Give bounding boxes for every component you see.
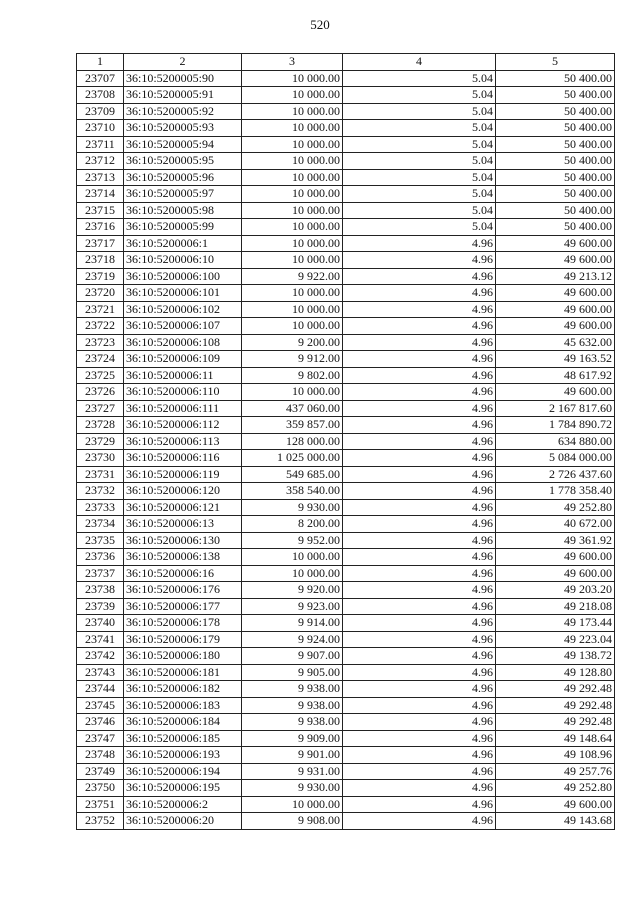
amount-value-cell: 50 400.00 [496, 202, 615, 219]
cadastral-number-cell: 36:10:5200006:121 [124, 499, 242, 516]
cadastral-number-cell: 36:10:5200006:176 [124, 582, 242, 599]
row-number-cell: 23732 [77, 483, 124, 500]
cadastral-number-cell: 36:10:5200006:100 [124, 268, 242, 285]
cadastral-number-cell: 36:10:5200006:181 [124, 664, 242, 681]
row-number-cell: 23733 [77, 499, 124, 516]
row-number-cell: 23749 [77, 763, 124, 780]
cadastral-number-cell: 36:10:5200006:179 [124, 631, 242, 648]
table-row [77, 730, 615, 747]
row-number-cell: 23726 [77, 384, 124, 401]
column-header-1: 1 [77, 54, 124, 71]
rate-value-cell: 4.96 [343, 285, 496, 302]
table-row [77, 70, 615, 87]
amount-value-cell: 49 292.48 [496, 714, 615, 731]
amount-value-cell: 49 213.12 [496, 268, 615, 285]
area-value-cell: 10 000.00 [242, 565, 343, 582]
table-row [77, 664, 615, 681]
amount-value-cell: 49 138.72 [496, 648, 615, 665]
table-row [77, 763, 615, 780]
cadastral-number-cell: 36:10:5200006:183 [124, 697, 242, 714]
table-row [77, 565, 615, 582]
amount-value-cell: 49 128.80 [496, 664, 615, 681]
area-value-cell: 9 909.00 [242, 730, 343, 747]
area-value-cell: 10 000.00 [242, 70, 343, 87]
table-row [77, 714, 615, 731]
table-row [77, 681, 615, 698]
cadastral-number-cell: 36:10:5200006:138 [124, 549, 242, 566]
table-row [77, 697, 615, 714]
cadastral-number-cell: 36:10:5200006:194 [124, 763, 242, 780]
table-row [77, 318, 615, 335]
rate-value-cell: 4.96 [343, 763, 496, 780]
amount-value-cell: 49 108.96 [496, 747, 615, 764]
column-header-5: 5 [496, 54, 615, 71]
table-row [77, 796, 615, 813]
cadastral-number-cell: 36:10:5200006:177 [124, 598, 242, 615]
column-header-2: 2 [124, 54, 242, 71]
cadastral-number-cell: 36:10:5200006:112 [124, 417, 242, 434]
cadastral-number-cell: 36:10:5200006:193 [124, 747, 242, 764]
amount-value-cell: 50 400.00 [496, 136, 615, 153]
amount-value-cell: 49 600.00 [496, 235, 615, 252]
rate-value-cell: 4.96 [343, 450, 496, 467]
table-row [77, 813, 615, 830]
cadastral-number-cell: 36:10:5200006:130 [124, 532, 242, 549]
amount-value-cell: 49 252.80 [496, 780, 615, 797]
area-value-cell: 9 920.00 [242, 582, 343, 599]
rate-value-cell: 5.04 [343, 202, 496, 219]
row-number-cell: 23714 [77, 186, 124, 203]
cadastral-number-cell: 36:10:5200006:2 [124, 796, 242, 813]
rate-value-cell: 4.96 [343, 351, 496, 368]
rate-value-cell: 4.96 [343, 747, 496, 764]
area-value-cell: 9 914.00 [242, 615, 343, 632]
table-row [77, 367, 615, 384]
area-value-cell: 9 938.00 [242, 697, 343, 714]
amount-value-cell: 49 600.00 [496, 285, 615, 302]
cadastral-number-cell: 36:10:5200005:96 [124, 169, 242, 186]
area-value-cell: 10 000.00 [242, 186, 343, 203]
table-row [77, 103, 615, 120]
amount-value-cell: 48 617.92 [496, 367, 615, 384]
table-row [77, 433, 615, 450]
amount-value-cell: 49 163.52 [496, 351, 615, 368]
amount-value-cell: 49 600.00 [496, 565, 615, 582]
row-number-cell: 23744 [77, 681, 124, 698]
amount-value-cell: 1 778 358.40 [496, 483, 615, 500]
rate-value-cell: 4.96 [343, 466, 496, 483]
area-value-cell: 9 802.00 [242, 367, 343, 384]
amount-value-cell: 49 257.76 [496, 763, 615, 780]
cadastral-number-cell: 36:10:5200005:90 [124, 70, 242, 87]
amount-value-cell: 49 143.68 [496, 813, 615, 830]
row-number-cell: 23752 [77, 813, 124, 830]
row-number-cell: 23746 [77, 714, 124, 731]
cadastral-number-cell: 36:10:5200006:16 [124, 565, 242, 582]
amount-value-cell: 49 173.44 [496, 615, 615, 632]
row-number-cell: 23729 [77, 433, 124, 450]
table-row [77, 87, 615, 104]
rate-value-cell: 4.96 [343, 697, 496, 714]
column-header-3: 3 [242, 54, 343, 71]
row-number-cell: 23716 [77, 219, 124, 236]
cadastral-number-cell: 36:10:5200006:185 [124, 730, 242, 747]
amount-value-cell: 49 600.00 [496, 384, 615, 401]
rate-value-cell: 5.04 [343, 136, 496, 153]
row-number-cell: 23720 [77, 285, 124, 302]
table-row [77, 450, 615, 467]
amount-value-cell: 634 880.00 [496, 433, 615, 450]
area-value-cell: 9 907.00 [242, 648, 343, 665]
row-number-cell: 23717 [77, 235, 124, 252]
area-value-cell: 128 000.00 [242, 433, 343, 450]
rate-value-cell: 4.96 [343, 664, 496, 681]
row-number-cell: 23738 [77, 582, 124, 599]
rate-value-cell: 4.96 [343, 549, 496, 566]
rate-value-cell: 4.96 [343, 400, 496, 417]
column-header-4: 4 [343, 54, 496, 71]
amount-value-cell: 40 672.00 [496, 516, 615, 533]
rate-value-cell: 4.96 [343, 780, 496, 797]
amount-value-cell: 50 400.00 [496, 219, 615, 236]
rate-value-cell: 4.96 [343, 433, 496, 450]
rate-value-cell: 5.04 [343, 186, 496, 203]
data-table [76, 53, 615, 830]
amount-value-cell: 2 167 817.60 [496, 400, 615, 417]
row-number-cell: 23750 [77, 780, 124, 797]
rate-value-cell: 4.96 [343, 384, 496, 401]
cadastral-number-cell: 36:10:5200006:102 [124, 301, 242, 318]
rate-value-cell: 5.04 [343, 120, 496, 137]
area-value-cell: 9 912.00 [242, 351, 343, 368]
header-row [77, 54, 615, 71]
rate-value-cell: 4.96 [343, 813, 496, 830]
area-value-cell: 10 000.00 [242, 120, 343, 137]
area-value-cell: 1 025 000.00 [242, 450, 343, 467]
cadastral-number-cell: 36:10:5200005:99 [124, 219, 242, 236]
table-row [77, 483, 615, 500]
amount-value-cell: 50 400.00 [496, 153, 615, 170]
table-row [77, 384, 615, 401]
table-header [77, 54, 615, 71]
rate-value-cell: 4.96 [343, 516, 496, 533]
amount-value-cell: 49 600.00 [496, 549, 615, 566]
cadastral-number-cell: 36:10:5200006:116 [124, 450, 242, 467]
row-number-cell: 23739 [77, 598, 124, 615]
amount-value-cell: 50 400.00 [496, 87, 615, 104]
table-row [77, 334, 615, 351]
row-number-cell: 23747 [77, 730, 124, 747]
table-row [77, 351, 615, 368]
row-number-cell: 23735 [77, 532, 124, 549]
rate-value-cell: 4.96 [343, 483, 496, 500]
amount-value-cell: 49 223.04 [496, 631, 615, 648]
cadastral-number-cell: 36:10:5200006:13 [124, 516, 242, 533]
row-number-cell: 23719 [77, 268, 124, 285]
row-number-cell: 23743 [77, 664, 124, 681]
cadastral-number-cell: 36:10:5200006:110 [124, 384, 242, 401]
row-number-cell: 23710 [77, 120, 124, 137]
table-row [77, 631, 615, 648]
rate-value-cell: 5.04 [343, 219, 496, 236]
rate-value-cell: 4.96 [343, 582, 496, 599]
rate-value-cell: 4.96 [343, 301, 496, 318]
table-body [77, 70, 615, 829]
area-value-cell: 10 000.00 [242, 235, 343, 252]
row-number-cell: 23742 [77, 648, 124, 665]
cadastral-number-cell: 36:10:5200006:108 [124, 334, 242, 351]
row-number-cell: 23711 [77, 136, 124, 153]
amount-value-cell: 49 361.92 [496, 532, 615, 549]
cadastral-number-cell: 36:10:5200006:11 [124, 367, 242, 384]
area-value-cell: 9 905.00 [242, 664, 343, 681]
cadastral-number-cell: 36:10:5200005:97 [124, 186, 242, 203]
cadastral-number-cell: 36:10:5200006:120 [124, 483, 242, 500]
amount-value-cell: 49 600.00 [496, 301, 615, 318]
row-number-cell: 23713 [77, 169, 124, 186]
area-value-cell: 9 930.00 [242, 499, 343, 516]
row-number-cell: 23741 [77, 631, 124, 648]
table-row [77, 516, 615, 533]
rate-value-cell: 4.96 [343, 499, 496, 516]
area-value-cell: 10 000.00 [242, 549, 343, 566]
row-number-cell: 23740 [77, 615, 124, 632]
row-number-cell: 23721 [77, 301, 124, 318]
cadastral-number-cell: 36:10:5200006:101 [124, 285, 242, 302]
area-value-cell: 10 000.00 [242, 153, 343, 170]
rate-value-cell: 4.96 [343, 565, 496, 582]
amount-value-cell: 49 292.48 [496, 681, 615, 698]
area-value-cell: 10 000.00 [242, 136, 343, 153]
table-row [77, 417, 615, 434]
rate-value-cell: 4.96 [343, 598, 496, 615]
rate-value-cell: 4.96 [343, 268, 496, 285]
cadastral-number-cell: 36:10:5200006:1 [124, 235, 242, 252]
rate-value-cell: 4.96 [343, 615, 496, 632]
cadastral-number-cell: 36:10:5200005:92 [124, 103, 242, 120]
rate-value-cell: 4.96 [343, 714, 496, 731]
amount-value-cell: 45 632.00 [496, 334, 615, 351]
cadastral-number-cell: 36:10:5200005:94 [124, 136, 242, 153]
area-value-cell: 9 923.00 [242, 598, 343, 615]
area-value-cell: 9 901.00 [242, 747, 343, 764]
area-value-cell: 9 924.00 [242, 631, 343, 648]
cadastral-number-cell: 36:10:5200006:195 [124, 780, 242, 797]
row-number-cell: 23722 [77, 318, 124, 335]
area-value-cell: 10 000.00 [242, 87, 343, 104]
page-number: 520 [310, 17, 330, 32]
rate-value-cell: 5.04 [343, 153, 496, 170]
cadastral-number-cell: 36:10:5200006:109 [124, 351, 242, 368]
amount-value-cell: 50 400.00 [496, 70, 615, 87]
table-row [77, 235, 615, 252]
area-value-cell: 9 938.00 [242, 714, 343, 731]
area-value-cell: 9 931.00 [242, 763, 343, 780]
row-number-cell: 23745 [77, 697, 124, 714]
rate-value-cell: 4.96 [343, 730, 496, 747]
cadastral-number-cell: 36:10:5200006:119 [124, 466, 242, 483]
area-value-cell: 437 060.00 [242, 400, 343, 417]
amount-value-cell: 49 600.00 [496, 796, 615, 813]
amount-value-cell: 50 400.00 [496, 169, 615, 186]
cadastral-number-cell: 36:10:5200006:107 [124, 318, 242, 335]
amount-value-cell: 2 726 437.60 [496, 466, 615, 483]
area-value-cell: 10 000.00 [242, 318, 343, 335]
row-number-cell: 23723 [77, 334, 124, 351]
table-row [77, 202, 615, 219]
table-row [77, 747, 615, 764]
area-value-cell: 9 930.00 [242, 780, 343, 797]
amount-value-cell: 49 203.20 [496, 582, 615, 599]
table-row [77, 615, 615, 632]
rate-value-cell: 5.04 [343, 70, 496, 87]
table-row [77, 136, 615, 153]
row-number-cell: 23730 [77, 450, 124, 467]
amount-value-cell: 49 252.80 [496, 499, 615, 516]
amount-value-cell: 49 600.00 [496, 318, 615, 335]
table-row [77, 186, 615, 203]
area-value-cell: 10 000.00 [242, 796, 343, 813]
amount-value-cell: 49 292.48 [496, 697, 615, 714]
table-row [77, 582, 615, 599]
cadastral-number-cell: 36:10:5200006:180 [124, 648, 242, 665]
table-row [77, 499, 615, 516]
rate-value-cell: 4.96 [343, 334, 496, 351]
area-value-cell: 10 000.00 [242, 169, 343, 186]
row-number-cell: 23736 [77, 549, 124, 566]
area-value-cell: 358 540.00 [242, 483, 343, 500]
area-value-cell: 8 200.00 [242, 516, 343, 533]
table-row [77, 219, 615, 236]
table-row [77, 120, 615, 137]
cadastral-number-cell: 36:10:5200005:95 [124, 153, 242, 170]
cadastral-number-cell: 36:10:5200006:178 [124, 615, 242, 632]
row-number-cell: 23751 [77, 796, 124, 813]
amount-value-cell: 49 218.08 [496, 598, 615, 615]
row-number-cell: 23727 [77, 400, 124, 417]
cadastral-number-cell: 36:10:5200006:111 [124, 400, 242, 417]
rate-value-cell: 4.96 [343, 532, 496, 549]
table-row [77, 549, 615, 566]
area-value-cell: 10 000.00 [242, 103, 343, 120]
amount-value-cell: 1 784 890.72 [496, 417, 615, 434]
rate-value-cell: 4.96 [343, 235, 496, 252]
amount-value-cell: 49 148.64 [496, 730, 615, 747]
amount-value-cell: 50 400.00 [496, 120, 615, 137]
rate-value-cell: 4.96 [343, 252, 496, 269]
table-row [77, 598, 615, 615]
row-number-cell: 23715 [77, 202, 124, 219]
row-number-cell: 23724 [77, 351, 124, 368]
rate-value-cell: 4.96 [343, 417, 496, 434]
rate-value-cell: 4.96 [343, 648, 496, 665]
table-row [77, 466, 615, 483]
table-row [77, 400, 615, 417]
amount-value-cell: 5 084 000.00 [496, 450, 615, 467]
area-value-cell: 10 000.00 [242, 219, 343, 236]
cadastral-number-cell: 36:10:5200006:20 [124, 813, 242, 830]
area-value-cell: 359 857.00 [242, 417, 343, 434]
area-value-cell: 9 952.00 [242, 532, 343, 549]
amount-value-cell: 50 400.00 [496, 186, 615, 203]
area-value-cell: 9 938.00 [242, 681, 343, 698]
area-value-cell: 10 000.00 [242, 301, 343, 318]
cadastral-number-cell: 36:10:5200005:93 [124, 120, 242, 137]
table-row [77, 153, 615, 170]
row-number-cell: 23712 [77, 153, 124, 170]
row-number-cell: 23731 [77, 466, 124, 483]
area-value-cell: 10 000.00 [242, 202, 343, 219]
cadastral-number-cell: 36:10:5200005:91 [124, 87, 242, 104]
cadastral-number-cell: 36:10:5200006:184 [124, 714, 242, 731]
rate-value-cell: 4.96 [343, 631, 496, 648]
table-row [77, 532, 615, 549]
area-value-cell: 9 922.00 [242, 268, 343, 285]
rate-value-cell: 4.96 [343, 681, 496, 698]
cadastral-number-cell: 36:10:5200006:10 [124, 252, 242, 269]
row-number-cell: 23734 [77, 516, 124, 533]
area-value-cell: 9 200.00 [242, 334, 343, 351]
rate-value-cell: 5.04 [343, 87, 496, 104]
rate-value-cell: 5.04 [343, 103, 496, 120]
row-number-cell: 23718 [77, 252, 124, 269]
cadastral-number-cell: 36:10:5200005:98 [124, 202, 242, 219]
area-value-cell: 10 000.00 [242, 285, 343, 302]
table-row [77, 780, 615, 797]
table-row [77, 268, 615, 285]
rate-value-cell: 4.96 [343, 367, 496, 384]
rate-value-cell: 4.96 [343, 318, 496, 335]
table-row [77, 285, 615, 302]
cadastral-number-cell: 36:10:5200006:182 [124, 681, 242, 698]
row-number-cell: 23707 [77, 70, 124, 87]
row-number-cell: 23737 [77, 565, 124, 582]
area-value-cell: 549 685.00 [242, 466, 343, 483]
row-number-cell: 23748 [77, 747, 124, 764]
table-row [77, 252, 615, 269]
amount-value-cell: 50 400.00 [496, 103, 615, 120]
area-value-cell: 9 908.00 [242, 813, 343, 830]
row-number-cell: 23708 [77, 87, 124, 104]
table-row [77, 648, 615, 665]
table-row [77, 169, 615, 186]
row-number-cell: 23709 [77, 103, 124, 120]
area-value-cell: 10 000.00 [242, 384, 343, 401]
rate-value-cell: 4.96 [343, 796, 496, 813]
amount-value-cell: 49 600.00 [496, 252, 615, 269]
row-number-cell: 23725 [77, 367, 124, 384]
table-row [77, 301, 615, 318]
area-value-cell: 10 000.00 [242, 252, 343, 269]
cadastral-number-cell: 36:10:5200006:113 [124, 433, 242, 450]
rate-value-cell: 5.04 [343, 169, 496, 186]
row-number-cell: 23728 [77, 417, 124, 434]
